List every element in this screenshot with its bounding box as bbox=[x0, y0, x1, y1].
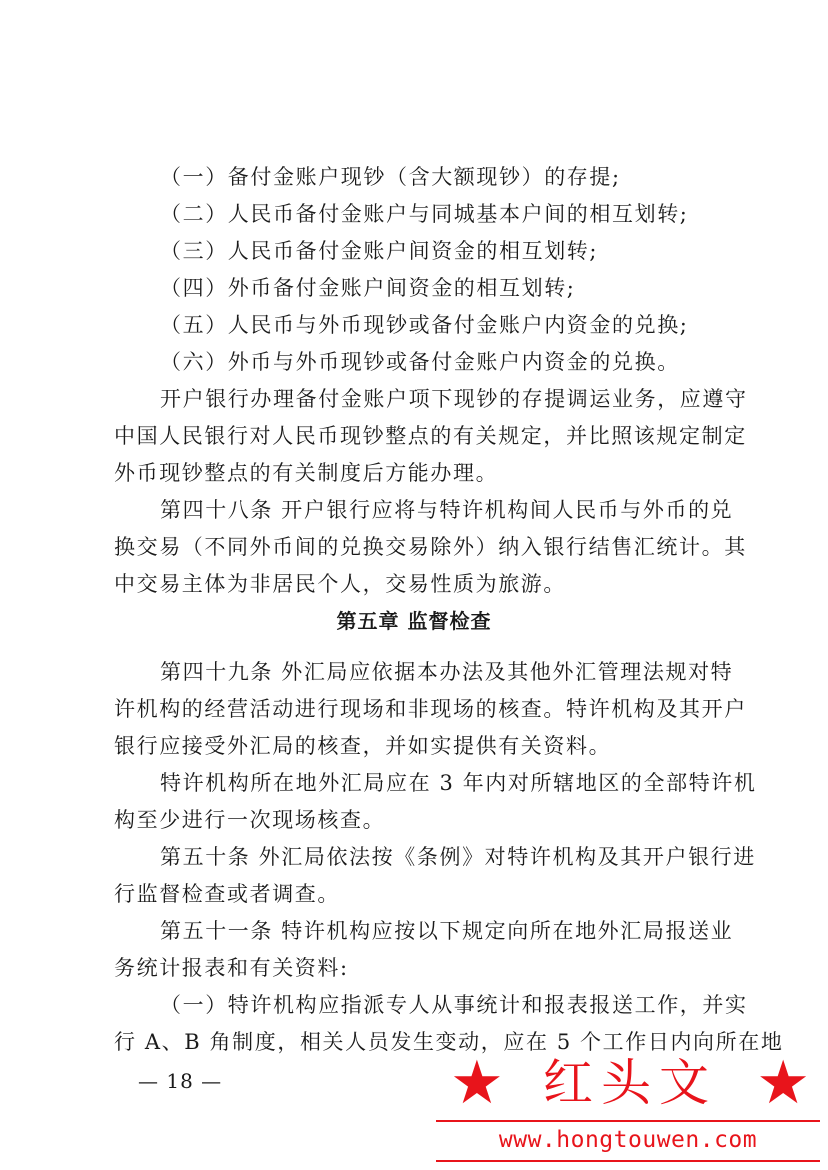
text-line: 特许机构所在地外汇局应在 3 年内对所辖地区的全部特许机 bbox=[160, 771, 757, 795]
text-line: 中国人民银行对人民币现钞整点的有关规定，并比照该规定制定 bbox=[114, 424, 747, 448]
text-line: （五）人民币与外币现钞或备付金账户内资金的兑换; bbox=[160, 313, 689, 337]
page-number: — 18 — bbox=[138, 1069, 223, 1093]
text-line: 第五十条 外汇局依法按《条例》对特许机构及其开户银行进 bbox=[160, 845, 756, 869]
text-line: （一）特许机构应指派专人从事统计和报表报送工作，并实 bbox=[160, 993, 748, 1017]
text-line: （一）备付金账户现钞（含大额现钞）的存提; bbox=[160, 165, 621, 189]
watermark-logo bbox=[450, 1048, 810, 1118]
text-line: （六）外币与外币现钞或备付金账户内资金的兑换。 bbox=[160, 350, 680, 374]
chapter-heading: 第五章 监督检查 bbox=[336, 609, 492, 633]
text-line: 构至少进行一次现场核查。 bbox=[114, 808, 386, 832]
text-line: 外币现钞整点的有关制度后方能办理。 bbox=[114, 461, 499, 485]
text-line: 务统计报表和有关资料: bbox=[114, 956, 349, 980]
star-icon: ★ bbox=[756, 1048, 810, 1118]
watermark-divider bbox=[436, 1160, 820, 1162]
text-line: （二）人民币备付金账户与同城基本户间的相互划转; bbox=[160, 202, 689, 226]
text-line: 银行应接受外汇局的核查，并如实提供有关资料。 bbox=[114, 734, 612, 758]
text-line: 开户银行办理备付金账户项下现钞的存提调运业务，应遵守 bbox=[160, 387, 748, 411]
text-line: 行监督检查或者调查。 bbox=[114, 882, 340, 906]
text-line: 许机构的经营活动进行现场和非现场的核查。特许机构及其开户 bbox=[114, 697, 747, 721]
text-line: 行 A、B 角制度，相关人员发生变动，应在 5 个工作日内向所在地 bbox=[114, 1030, 784, 1054]
watermark-url: www.hongtouwen.com bbox=[498, 1127, 758, 1153]
text-line: 第四十八条 开户银行应将与特许机构间人民币与外币的兑 bbox=[160, 498, 734, 522]
text-line: 第五十一条 特许机构应按以下规定向所在地外汇局报送业 bbox=[160, 919, 734, 943]
text-line: （四）外币备付金账户间资金的相互划转; bbox=[160, 276, 576, 300]
text-line: 中交易主体为非居民个人，交易性质为旅游。 bbox=[114, 572, 566, 596]
text-line: 换交易（不同外币间的兑换交易除外）纳入银行结售汇统计。其 bbox=[114, 535, 747, 559]
watermark-title: 红头文 bbox=[543, 1054, 717, 1112]
star-icon: ★ bbox=[450, 1048, 504, 1118]
text-line: 第四十九条 外汇局应依据本办法及其他外汇管理法规对特 bbox=[160, 660, 734, 684]
text-line: （三）人民币备付金账户间资金的相互划转; bbox=[160, 239, 599, 263]
